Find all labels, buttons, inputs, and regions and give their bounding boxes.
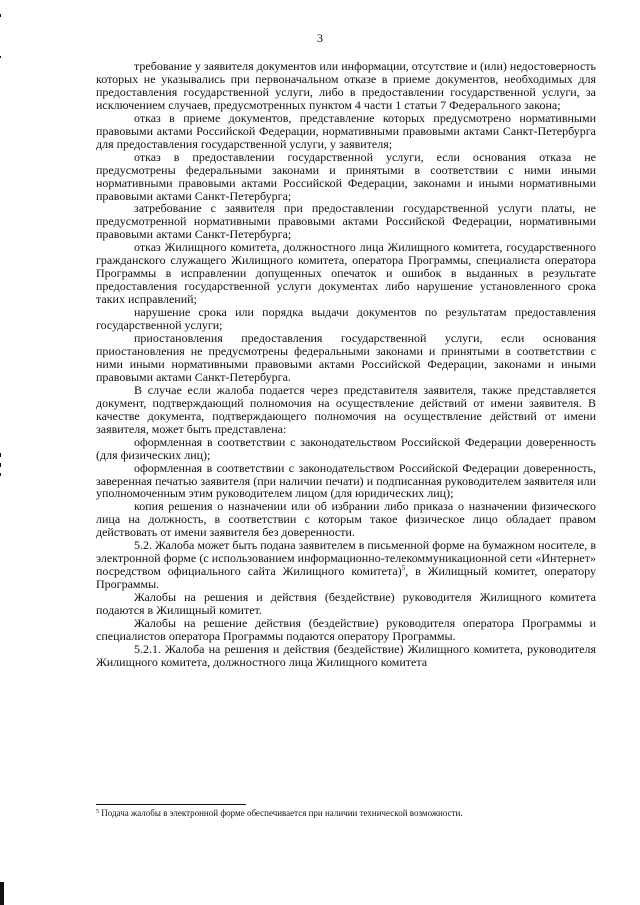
paragraph-power-of-attorney-individuals: оформленная в соответствии с законодательством Российской Федерации доверенность (для физических лиц); [96, 434, 596, 462]
scan-edge-mark [0, 56, 1, 58]
footnote-reference: 5 [401, 564, 406, 573]
scan-edge-mark [0, 473, 1, 476]
scan-edge-mark [0, 453, 1, 457]
paragraph-complaints-head: Жалобы на решения и действия (бездействие) руководителя Жилищного комитета подаются в Жилищный комитет. [96, 590, 596, 618]
paragraph-5-2-tail: , в Жилищный комитет, оператору Программы. [96, 564, 596, 592]
paragraph-power-of-attorney-legal: оформленная в соответствии с законодательством Российской Федерации доверенность, заверенная печатью заявителя (при наличии печати) и подписанная руководителем заявителя или уполномоченным этим руководителем лицом (для юридических лиц); [96, 460, 596, 501]
paragraph-appointment-copy: копия решения о назначении или об избрании либо приказа о назначении физического лица на должность, в соответствии с которым такое физическое лицо обладает правом действовать от имени заявителя без доверенности. [96, 499, 596, 540]
paragraph-fee-demand: затребование с заявителя при предоставлении государственной услуги платы, не предусмотренной нормативными правовыми актами Российской Федерации, нормативными правовыми актами Санкт-Петербурга; [96, 201, 596, 242]
page-number: 3 [317, 31, 323, 45]
footnote-marker: 5 [96, 809, 99, 815]
paragraph-demand-documents: требование у заявителя документов или информации, отсутствие и (или) недостоверность которых не указывались при первоначальном отказе в приеме документов, необходимых для предоставления государственной услуги, либо в предоставлении государственной услуги, за исключением случаев, предусмотренных пунктом 4 части 1 статьи 7 Федерального закона; [96, 59, 596, 112]
footnote-divider [96, 804, 246, 805]
paragraph-refusal-corrections: отказ Жилищного комитета, должностного лица Жилищного комитета, государственного гражданского служащего Жилищного комитета, оператора Программы, специалиста оператора Программы в исправлении допущенных опечаток и ошибок в выданных в результате предоставления государственной услуги документах либо нарушение установленного срока таких исправлений; [96, 240, 596, 307]
paragraph-5-2-1: 5.2.1. Жалоба на решения и действия (бездействие) Жилищного комитета, руководителя Жилищного комитета, должностного лица Жилищного комитета [96, 641, 596, 669]
scan-edge-mark [0, 14, 1, 17]
paragraph-refusal-acceptance: отказ в приеме документов, представление которых предусмотрено нормативными правовыми актами Российской Федерации, нормативными правовыми актами Санкт-Петербурга для предоставления государственной услуги, у заявителя; [96, 110, 596, 151]
scan-edge-mark [0, 882, 4, 905]
paragraph-5-2-text: 5.2. Жалоба может быть подана заявителем в письменной форме на бумажном носителе, в электронной форме (с использованием информационно-телекоммуникационной сети «Интернет» посредством официального сайта Жилищного комитета) [96, 538, 596, 579]
footnote-text: Подача жалобы в электронной форме обеспечивается при наличии технической возможности. [99, 808, 463, 818]
paragraph-deadline-violation: нарушение срока или порядка выдачи документов по результатам предоставления государственной услуги; [96, 305, 596, 333]
paragraph-suspension: приостановления предоставления государственной услуги, если основания приостановления не предусмотрены федеральными законами и принятыми в соответствии с ними иными нормативными правовыми актами Российской Федерации, законами и иными правовыми актами Санкт-Петербурга. [96, 331, 596, 384]
scan-edge-mark [0, 463, 1, 467]
paragraph-5-2 [96, 539, 596, 591]
paragraph-complaints-operator: Жалобы на решение действия (бездействие) руководителя оператора Программы и специалистов оператора Программы подаются оператору Программы. [96, 615, 596, 643]
footnote [96, 808, 596, 819]
paragraph-representative: В случае если жалоба подается через представителя заявителя, также представляется документ, подтверждающий полномочия на осуществление действий от имени заявителя. В качестве документа, подтверждающего полномочия на осуществление действий от имени заявителя, может быть представлена: [96, 382, 596, 436]
paragraph-refusal-service: отказ в предоставлении государственной услуги, если основания отказа не предусмотрены федеральными законами и принятыми в соответствии с ними иными нормативными правовыми актами Российской Федерации, законами и иными нормативными правовыми актами Санкт-Петербурга; [96, 149, 596, 203]
document-body [96, 60, 596, 669]
